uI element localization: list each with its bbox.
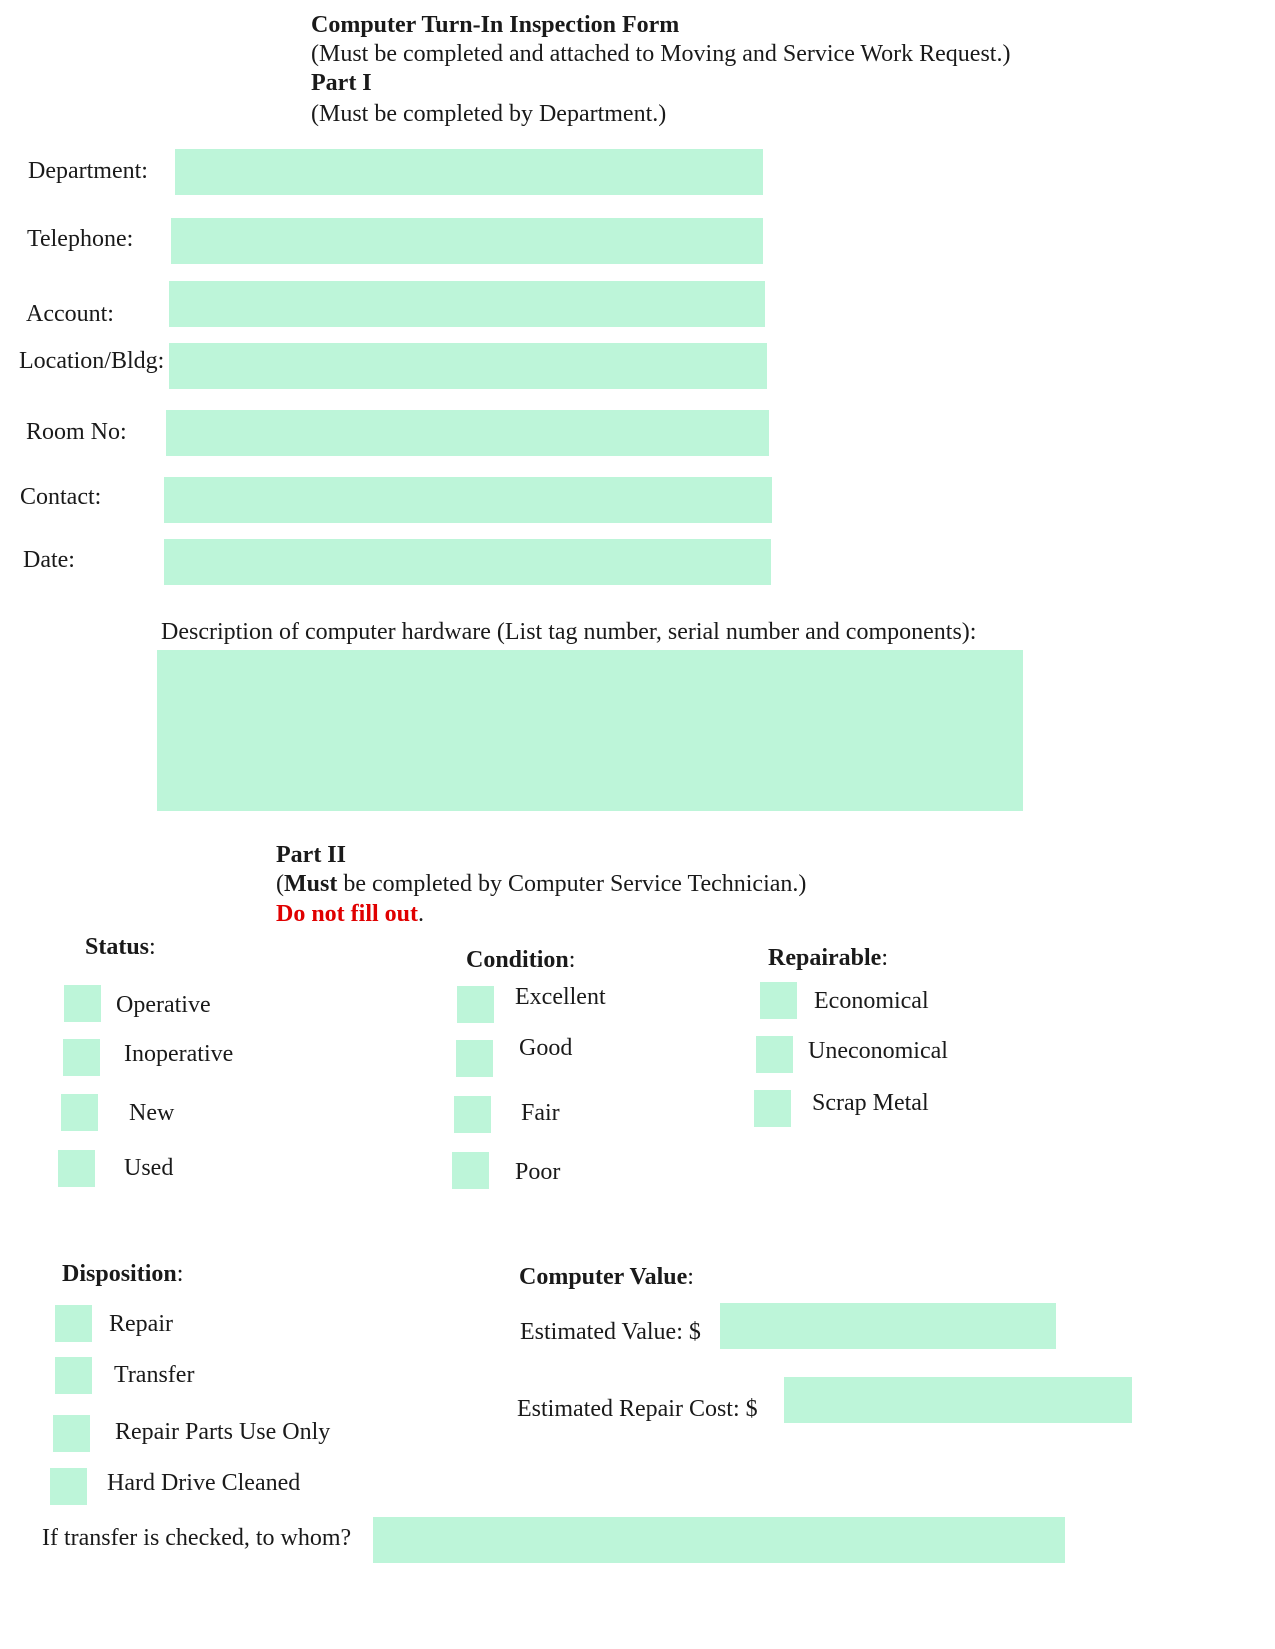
department-label: Department: (28, 158, 148, 184)
status-inoperative-label: Inoperative (124, 1041, 234, 1067)
repairable-scrap-metal-label: Scrap Metal (812, 1090, 929, 1116)
contact-field[interactable] (164, 477, 772, 523)
date-label: Date: (23, 547, 75, 573)
disposition-repair-parts-checkbox[interactable] (53, 1415, 90, 1452)
part1-title: Part I (311, 70, 372, 96)
contact-label: Contact: (20, 484, 102, 510)
condition-excellent-checkbox[interactable] (457, 986, 494, 1023)
status-inoperative-checkbox[interactable] (63, 1039, 100, 1076)
location-field[interactable] (169, 343, 767, 389)
status-used-checkbox[interactable] (58, 1150, 95, 1187)
repairable-uneconomical-label: Uneconomical (808, 1038, 948, 1064)
estimated-value-label: Estimated Value: $ (520, 1319, 701, 1345)
part2-note-open: ( (276, 871, 284, 897)
part2-note-bold: Must (284, 871, 338, 897)
description-field[interactable] (157, 650, 1023, 811)
condition-colon: : (568, 947, 576, 973)
account-label: Account: (26, 301, 114, 327)
condition-good-label: Good (519, 1035, 573, 1061)
date-field[interactable] (164, 539, 771, 585)
department-field[interactable] (175, 149, 763, 195)
location-label: Location/Bldg: (19, 348, 165, 374)
repairable-uneconomical-checkbox[interactable] (756, 1036, 793, 1073)
computer-value-heading (519, 1263, 694, 1291)
disposition-hard-drive-cleaned-label: Hard Drive Cleaned (107, 1470, 301, 1496)
condition-poor-label: Poor (515, 1159, 561, 1185)
status-new-label: New (129, 1100, 175, 1126)
condition-good-checkbox[interactable] (456, 1040, 493, 1077)
repairable-colon: : (881, 945, 888, 971)
telephone-field[interactable] (171, 218, 763, 264)
disposition-heading-text: Disposition (62, 1261, 177, 1287)
status-new-checkbox[interactable] (61, 1094, 98, 1131)
disposition-transfer-label: Transfer (114, 1362, 195, 1388)
part2-title: Part II (276, 842, 346, 868)
estimated-value-field[interactable] (720, 1303, 1056, 1349)
repairable-economical-label: Economical (814, 988, 929, 1014)
computer-value-heading-text: Computer Value (519, 1264, 688, 1290)
condition-poor-checkbox[interactable] (452, 1152, 489, 1189)
room-field[interactable] (166, 410, 769, 456)
condition-fair-checkbox[interactable] (454, 1096, 491, 1133)
warning-text: Do not fill out (276, 901, 419, 927)
status-operative-label: Operative (116, 992, 211, 1018)
part2-note-rest: be completed by Computer Service Technician.) (337, 871, 807, 897)
condition-fair-label: Fair (521, 1100, 560, 1126)
computer-value-colon: : (687, 1264, 694, 1290)
condition-excellent-label: Excellent (515, 984, 606, 1010)
status-operative-checkbox[interactable] (64, 985, 101, 1022)
disposition-hard-drive-cleaned-checkbox[interactable] (50, 1468, 87, 1505)
disposition-colon: : (176, 1261, 184, 1287)
disposition-repair-parts-label: Repair Parts Use Only (115, 1419, 331, 1445)
transfer-to-field[interactable] (373, 1517, 1065, 1563)
status-used-label: Used (124, 1155, 174, 1181)
repair-cost-field[interactable] (784, 1377, 1132, 1423)
status-heading (85, 933, 156, 961)
description-label: Description of computer hardware (List tag number, serial number and components): (161, 619, 977, 645)
repair-cost-label: Estimated Repair Cost: $ (517, 1396, 758, 1422)
form-subtitle: (Must be completed and attached to Moving and Service Work Request.) (311, 41, 1011, 67)
part2-warning (276, 900, 424, 928)
condition-heading (466, 946, 575, 974)
disposition-repair-label: Repair (109, 1311, 173, 1337)
room-label: Room No: (26, 419, 127, 445)
status-colon: : (149, 934, 156, 960)
part2-note (276, 870, 806, 898)
account-field[interactable] (169, 281, 765, 327)
transfer-question: If transfer is checked, to whom? (42, 1525, 352, 1551)
disposition-repair-checkbox[interactable] (55, 1305, 92, 1342)
form-title: Computer Turn-In Inspection Form (311, 12, 680, 38)
part1-note: (Must be completed by Department.) (311, 101, 667, 127)
repairable-scrap-metal-checkbox[interactable] (754, 1090, 791, 1127)
condition-heading-text: Condition (466, 947, 569, 973)
warning-period: . (418, 901, 425, 927)
repairable-heading-text: Repairable (768, 945, 882, 971)
disposition-heading (62, 1260, 183, 1288)
status-heading-text: Status (85, 934, 150, 960)
repairable-heading (768, 944, 888, 972)
disposition-transfer-checkbox[interactable] (55, 1357, 92, 1394)
telephone-label: Telephone: (27, 226, 134, 252)
repairable-economical-checkbox[interactable] (760, 982, 797, 1019)
